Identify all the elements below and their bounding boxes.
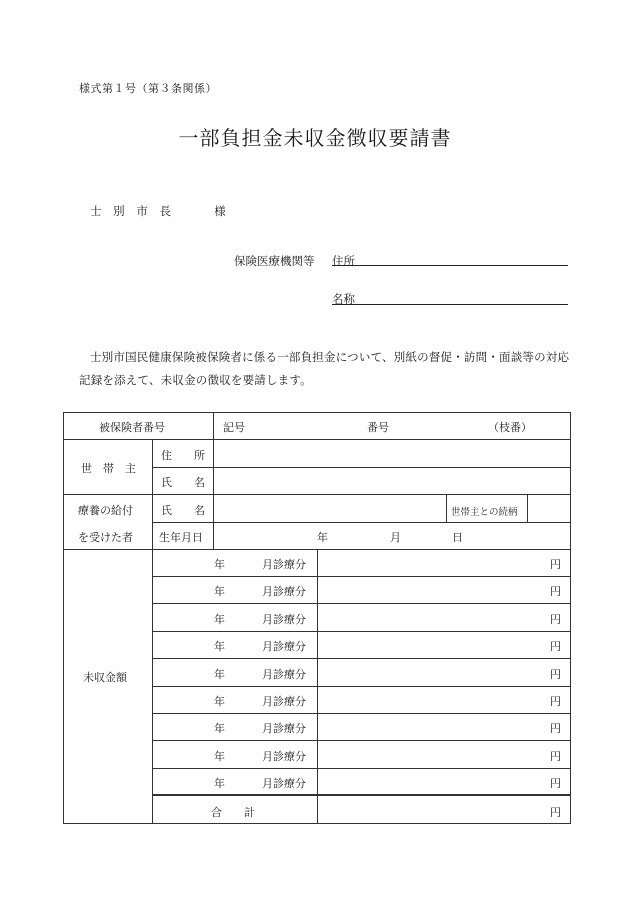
recipient-label-line1: 療養の給付 — [78, 504, 133, 517]
unpaid-row — [63, 686, 571, 713]
row-month-label: 月診療分 — [262, 695, 306, 708]
insured-number-label: 被保険者番号 — [99, 421, 165, 434]
amount-field[interactable] — [319, 606, 544, 629]
row-month-label: 月診療分 — [262, 749, 306, 763]
row-month-label: 月診療分 — [262, 612, 306, 626]
addressee-char: 別 — [113, 204, 125, 218]
unpaid-row — [63, 659, 571, 686]
yen-label: 円 — [550, 749, 561, 763]
unpaid-row — [63, 576, 571, 603]
yen-label: 円 — [550, 695, 561, 708]
yen-label: 円 — [550, 667, 561, 681]
amount-field[interactable] — [319, 688, 544, 711]
birth-year-label: 年 — [317, 531, 328, 544]
yen-label: 円 — [550, 640, 561, 654]
address-field[interactable] — [332, 265, 568, 266]
row-month-label: 月診療分 — [262, 640, 306, 654]
symbol-label: 記号 — [223, 421, 245, 434]
yen-label: 円 — [550, 777, 561, 791]
row-year-label: 年 — [214, 695, 225, 708]
row-month-label: 月診療分 — [262, 667, 306, 681]
row-month-label: 月診療分 — [262, 585, 306, 599]
birth-month-label: 月 — [390, 531, 401, 544]
birthdate-label: 生年月日 — [159, 531, 203, 544]
relationship-label: 世帯主との続柄 — [451, 507, 518, 518]
row-year-label: 年 — [214, 585, 225, 599]
unpaid-row — [63, 713, 571, 740]
amount-field[interactable] — [319, 715, 544, 738]
institution-label: 保険医療機関等 — [234, 254, 315, 268]
branch-label: （枝番） — [488, 421, 532, 434]
unpaid-amount-label: 未収金額 — [83, 671, 127, 684]
yen-label: 円 — [550, 612, 561, 626]
amount-field[interactable] — [319, 743, 544, 766]
yen-label: 円 — [550, 722, 561, 736]
row-year-label: 年 — [214, 558, 225, 571]
total-label: 合 計 — [211, 806, 255, 819]
household-name-label: 氏 名 — [161, 476, 205, 489]
name-field-label: 名称 — [332, 292, 355, 306]
amount-field[interactable] — [319, 661, 544, 684]
row-month-label: 月診療分 — [262, 777, 306, 791]
row-month-label: 月診療分 — [262, 558, 306, 571]
row-year-label: 年 — [214, 667, 225, 681]
name-field[interactable] — [332, 304, 568, 305]
row-year-label: 年 — [214, 722, 225, 736]
number-label: 番号 — [367, 421, 389, 434]
amount-field[interactable] — [319, 551, 544, 574]
addressee-char: 長 — [159, 204, 171, 218]
addressee — [90, 203, 226, 219]
amount-field[interactable] — [319, 633, 544, 656]
recipient-label-line2: を受けた者 — [78, 531, 133, 544]
unpaid-row — [63, 631, 571, 658]
amount-field[interactable] — [319, 770, 544, 793]
birth-day-label: 日 — [452, 531, 463, 544]
row-month-label: 月診療分 — [262, 722, 306, 736]
request-table — [63, 412, 571, 824]
total-yen-label: 円 — [550, 806, 561, 819]
household-address-label: 住 所 — [161, 449, 205, 462]
amount-field[interactable] — [319, 578, 544, 601]
addressee-honorific: 様 — [214, 204, 226, 218]
household-head-label: 世 帯 主 — [81, 462, 136, 475]
address-field-label: 住所 — [332, 254, 355, 268]
addressee-char: 士 — [90, 204, 102, 218]
row-year-label: 年 — [214, 612, 225, 626]
unpaid-row — [63, 741, 571, 768]
recipient-name-label: 氏 名 — [161, 504, 205, 517]
row-year-label: 年 — [214, 640, 225, 654]
row-year-label: 年 — [214, 777, 225, 791]
yen-label: 円 — [550, 558, 561, 571]
yen-label: 円 — [550, 585, 561, 599]
form-number: 様式第１号（第３条関係） — [79, 82, 217, 95]
unpaid-row — [63, 549, 571, 576]
unpaid-row — [63, 768, 571, 795]
unpaid-row — [63, 604, 571, 631]
addressee-char: 市 — [136, 204, 148, 218]
request-statement: 士別市国民健康保険被保険者に係る一部負担金について、別紙の督促・訪問・面談等の対応記録を添えて、未収金の徴収を要請します。 — [79, 350, 570, 387]
row-year-label: 年 — [214, 749, 225, 763]
page-title: 一部負担金未収金徴収要請書 — [178, 126, 452, 150]
